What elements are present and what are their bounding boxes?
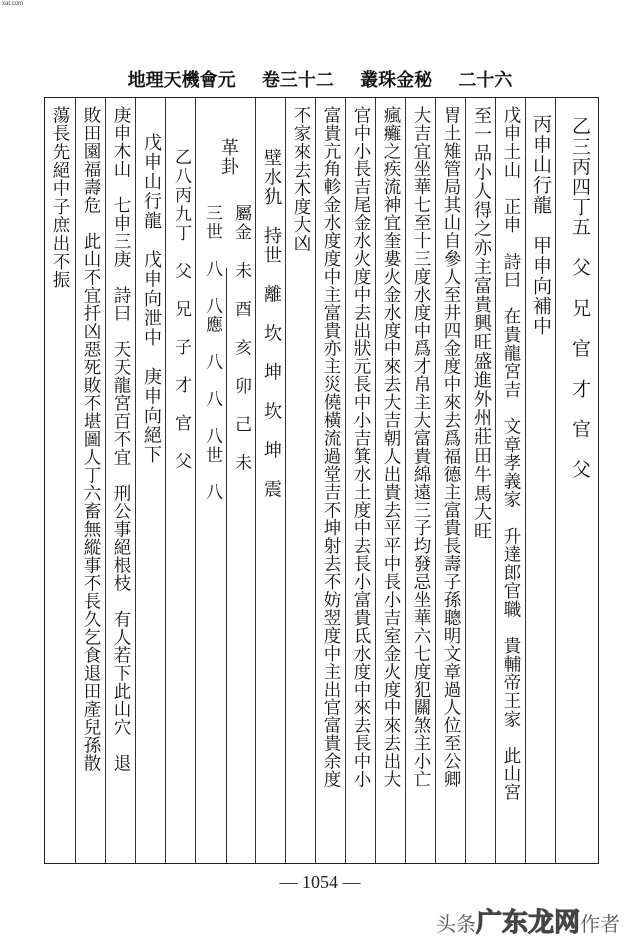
volume-label: 卷三十二 — [261, 70, 334, 91]
column-12-gua — [195, 98, 255, 863]
column-10 — [285, 98, 315, 863]
column-5 — [435, 98, 465, 863]
column-text: 庚申木山 七申三庚 詩曰 天天龍宮百不宜 刑公事絕根枝 有人若下此山穴 退 — [111, 106, 131, 772]
site-mark: xat.com — [2, 1, 24, 7]
column-2 — [525, 98, 555, 863]
gua-yao-values: 三世 八 八應 八 八 八世 八 — [202, 204, 222, 502]
column-text: 瘋癱之疾流神宜奎婁火金水度中來去大吉朝人出貴去平平中長小吉室金火度中來去出大 — [381, 106, 401, 789]
column-7 — [375, 98, 405, 863]
column-9 — [315, 98, 345, 863]
column-4 — [465, 98, 495, 863]
column-text: 乙八丙九丁 父 兄 子 才 官 父 — [171, 148, 191, 471]
watermark-prefix: 头条 — [435, 912, 476, 936]
column-text: 官中小長吉尾金水火度中去出狀元長中小吉箕水土度中去長小富貴氐水度中來去長中小 — [351, 106, 371, 789]
book-title: 地理天機會元 — [127, 70, 236, 91]
column-text: 至一品小人得之亦主富貴興旺盛進外州莊田牛馬大旺 — [471, 106, 492, 541]
watermark — [436, 902, 620, 939]
text-table — [44, 97, 599, 864]
trigram-title: 革卦 — [218, 138, 239, 177]
running-header — [0, 66, 640, 92]
column-16 — [75, 98, 105, 863]
column-13 — [165, 98, 195, 863]
column-15 — [105, 98, 135, 863]
column-text: 大吉宜坐華七至十三度水度中爲才帛主大富貴綿遠三子均發忌坐華六七度犯關煞主小亡 — [411, 106, 431, 789]
gua-branches: 屬金 未 酉 亥 卯 己 未 — [231, 204, 251, 473]
column-text: 蕩長先絕中子庶出不振 — [50, 106, 70, 289]
column-1 — [555, 98, 600, 863]
column-14 — [135, 98, 165, 863]
section-title: 叢珠金秘 — [360, 70, 433, 91]
column-text: 壁水犰 持世 離 坎 坤 坎 坤 震 — [261, 148, 282, 499]
column-text: 乙三丙四丁五 父 兄 官 才 官 父 — [569, 116, 591, 480]
page-number: — 1054 — — [279, 872, 361, 892]
column-17 — [45, 98, 75, 863]
leaf-number: 二十六 — [458, 70, 513, 91]
column-text: 戊申山行龍 戊申向泄中 庚申向絕下 — [141, 133, 162, 465]
column-11 — [255, 98, 285, 863]
column-text: 富貴亢角軫金水度度中主富貴亦主災僥橫流過堂吉不坤射去不妨翌度中主出官富貴余度 — [321, 106, 341, 789]
column-3 — [495, 98, 525, 863]
column-text: 不家來去木度大凶 — [291, 106, 311, 253]
watermark-suffix: 作者 — [580, 912, 620, 936]
column-text: 戊申土山 正申 詩曰 在貴龍宮吉 文章孝義家 升達郎官職 貴輔帝王家 此山宮 — [501, 106, 521, 802]
sub-divider — [226, 268, 227, 863]
watermark-brand: 广东龙网 — [475, 908, 580, 938]
column-text: 丙申山行龍 甲申向補中 — [530, 114, 552, 337]
column-text: 胃土雉管局其山自參人至井四金度中來去爲福德主富貴長壽子孫聰明文章過人位至公卿 — [441, 106, 461, 789]
column-text: 敗田園福壽危 此山不宜扦凶惡死敗不堪圖人丁六畜無縱事不長久乞食退田產兒孫散 — [81, 106, 101, 772]
column-8 — [345, 98, 375, 863]
column-6 — [405, 98, 435, 863]
